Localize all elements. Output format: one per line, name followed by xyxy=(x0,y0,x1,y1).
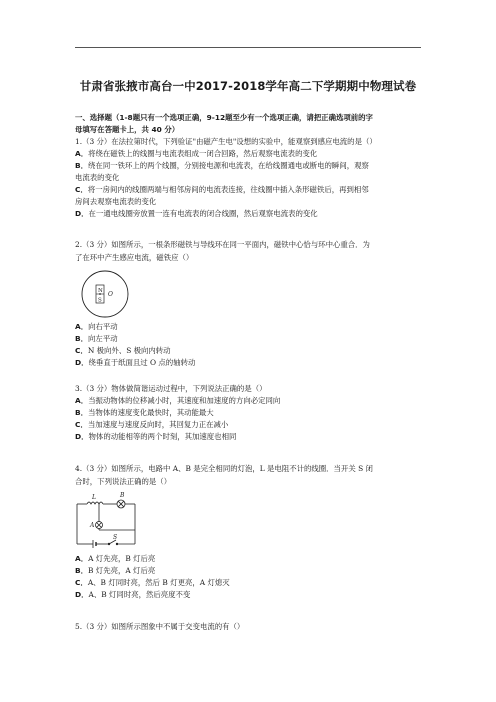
q4-circuit-figure xyxy=(75,490,139,550)
q4-option-d xyxy=(75,589,190,601)
q4-c-letter: C． xyxy=(75,578,88,587)
q4-fig-b-label: B xyxy=(120,492,125,499)
q1-d-text: 在一通电线圈旁放置一连有电流表的闭合线圈，然后观察电流表的变化 xyxy=(88,209,318,218)
q4-option-c xyxy=(75,577,230,589)
q4-a-text: A 灯先亮，B 灯后亮 xyxy=(88,554,156,563)
q3-d-letter: D． xyxy=(75,432,89,441)
q2-fig-o-label: O xyxy=(108,291,113,298)
q2-c-text: N 极向外、S 极向内转动 xyxy=(87,346,171,355)
header-rule xyxy=(75,47,421,48)
q3-c-letter: C． xyxy=(75,420,88,429)
q2-option-d xyxy=(75,357,195,369)
q2-fig-n-label: N xyxy=(98,288,103,294)
q4-option-a xyxy=(75,553,155,565)
q1-a-letter: A． xyxy=(75,149,89,158)
q1-option-c xyxy=(75,184,369,196)
q3-option-a xyxy=(75,395,280,407)
q3-c-text: 当加速度与速度反向时，其回复力正在减小 xyxy=(87,420,229,429)
q2-c-letter: C． xyxy=(75,346,88,355)
q1-b-letter: B． xyxy=(75,161,89,170)
q2-b-letter: B． xyxy=(75,334,89,343)
q4-b-text: B 灯先亮，A 灯后亮 xyxy=(88,566,156,575)
q1-option-c-cont: 房间去观察电流表的变化 xyxy=(75,197,157,206)
q2-option-c xyxy=(75,345,171,357)
q1-stem: 1.（3 分）在法拉第时代，下列验证"由磁产生电"设想的实验中，能观察到感应电流的是（） xyxy=(75,137,377,146)
q2-b-text: 向左平动 xyxy=(88,334,118,343)
q3-a-letter: A． xyxy=(75,396,89,405)
q2-a-text: 向右平动 xyxy=(88,322,118,331)
q3-d-text: 物体的动能相等的两个时刻，其加速度也相同 xyxy=(88,432,237,441)
q4-stem-line1: 4.（3 分）如图所示，电路中 A、B 是完全相同的灯泡，L 是电阻不计的线圈．当开关 S 闭 xyxy=(75,464,373,473)
q4-d-letter: D． xyxy=(75,590,89,599)
section-heading-line2: 母填写在答题卡上，共 40 分） xyxy=(75,125,180,134)
q1-d-letter: D． xyxy=(75,209,89,218)
q2-a-letter: A． xyxy=(75,322,89,331)
q4-fig-l-label: L xyxy=(92,494,96,501)
q3-a-text: 当振动物体的位移减小时，其速度和加速度的方向必定同向 xyxy=(88,396,281,405)
q4-a-letter: A． xyxy=(75,554,89,563)
section-heading-line1: 一、选择题（1-8题只有一个选项正确，9-12题至少有一个选项正确，请把正确选项前的字 xyxy=(75,113,373,122)
q3-option-d xyxy=(75,431,236,443)
q4-fig-s-label: S xyxy=(113,534,118,541)
q1-option-a xyxy=(75,148,317,160)
q1-option-d xyxy=(75,208,318,220)
q2-option-a xyxy=(75,321,118,333)
q2-stem-line1: 2.（3 分）如图所示，一根条形磁铁与导线环在同一平面内，磁铁中心恰与环中心重合．为 xyxy=(75,240,370,249)
q3-option-b xyxy=(75,407,214,419)
q2-d-text: 绕垂直于纸面且过 O 点的轴转动 xyxy=(88,358,196,367)
q4-b-letter: B． xyxy=(75,566,89,575)
q3-option-c xyxy=(75,419,228,431)
q2-fig-s-label: S xyxy=(98,297,102,304)
q4-fig-a-label: A xyxy=(90,522,95,529)
q5-stem: 5.（3 分）如图所示图象中不属于交变电流的有（） xyxy=(75,622,245,631)
q2-magnet-ring-figure xyxy=(77,268,135,320)
q2-d-letter: D． xyxy=(75,358,89,367)
q3-b-text: 当物体的速度变化最快时，其动能最大 xyxy=(88,408,214,417)
q1-a-text: 将绕在磁铁上的线圈与电流表组成一闭合回路，然后观察电流表的变化 xyxy=(88,149,318,158)
q4-d-text: A、B 灯同时亮，然后亮度不变 xyxy=(88,590,191,599)
q3-stem: 3.（3 分）物体做简谐运动过程中，下列说法正确的是（） xyxy=(75,384,267,393)
q1-c-text: 将一房间内的线圈两端与相邻房间的电流表连接，往线圈中插入条形磁铁后，再到相邻 xyxy=(87,185,369,194)
q1-option-b xyxy=(75,160,369,172)
q4-option-b xyxy=(75,565,155,577)
q1-b-text: 绕在同一铁环上的两个线圈，分别接电源和电流表，在给线圈通电或断电的瞬间，观察 xyxy=(88,161,369,170)
q4-c-text: A、B 灯同时亮，然后 B 灯更亮，A 灯熄灭 xyxy=(87,578,230,587)
q3-b-letter: B． xyxy=(75,408,89,417)
q1-option-b-cont: 电流表的变化 xyxy=(75,173,120,182)
q2-stem-line2: 了在环中产生感应电流，磁铁应（） xyxy=(75,253,194,262)
q4-stem-line2: 合时，下列说法正确的是（） xyxy=(75,477,172,486)
q2-option-b xyxy=(75,333,118,345)
q1-c-letter: C． xyxy=(75,185,88,194)
page-title: 甘肃省张掖市高台一中2017-2018学年高二下学期期中物理试卷 xyxy=(79,79,417,93)
